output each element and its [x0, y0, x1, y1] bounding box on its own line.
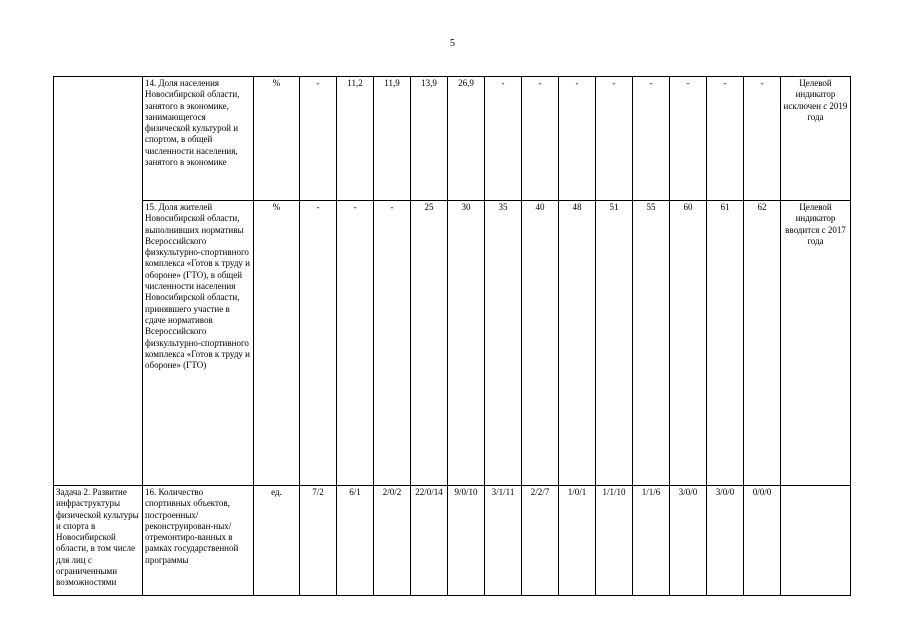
value-cell: -: [485, 77, 522, 201]
note-cell: [781, 486, 851, 596]
value-cell: -: [596, 77, 633, 201]
value-cell: 11,2: [337, 77, 374, 201]
unit-cell: %: [254, 77, 300, 201]
table-row: [54, 201, 851, 486]
value-cell: -: [744, 77, 781, 201]
value-cell: 9/0/10: [448, 486, 485, 596]
value-cell: -: [337, 201, 374, 486]
value-cell: 1/1/6: [633, 486, 670, 596]
value-cell: -: [670, 77, 707, 201]
value-cell: 60: [670, 201, 707, 486]
value-cell: 3/0/0: [670, 486, 707, 596]
value-cell: 0/0/0: [744, 486, 781, 596]
page-number: 5: [450, 38, 455, 49]
value-cell: 26,9: [448, 77, 485, 201]
value-cell: 3/1/11: [485, 486, 522, 596]
value-cell: 48: [559, 201, 596, 486]
value-cell: 40: [522, 201, 559, 486]
indicator-cell: 16. Количество спортивных объектов, построенных/ реконструирован-ных/отремонтиро-ванных в рамках государственной программы: [143, 486, 254, 596]
unit-cell: %: [254, 201, 300, 486]
value-cell: 25: [411, 201, 448, 486]
value-cell: 11,9: [374, 77, 411, 201]
value-cell: 61: [707, 201, 744, 486]
value-cell: 51: [596, 201, 633, 486]
value-cell: 1/0/1: [559, 486, 596, 596]
value-cell: -: [374, 201, 411, 486]
value-cell: -: [522, 77, 559, 201]
task-cell: Задача 2. Развитие инфраструктуры физической культуры и спорта в Новосибирской области, в том числе для лиц с ограниченными возможностями: [54, 486, 143, 596]
value-cell: -: [300, 77, 337, 201]
value-cell: 13,9: [411, 77, 448, 201]
value-cell: 7/2: [300, 486, 337, 596]
indicators-table: [53, 76, 851, 596]
table-row: [54, 77, 851, 201]
value-cell: -: [633, 77, 670, 201]
indicator-cell: 14. Доля населения Новосибирской области, занятого в экономике, занимающегося физической культурой и спортом, в общей численности населения, занятого в экономике: [143, 77, 254, 201]
value-cell: 2/2/7: [522, 486, 559, 596]
value-cell: 30: [448, 201, 485, 486]
note-cell: Целевой индикатор исключен с 2019 года: [781, 77, 851, 201]
task-cell: [54, 77, 143, 486]
value-cell: 62: [744, 201, 781, 486]
indicator-cell: 15. Доля жителей Новосибирской области, выполнивших нормативы Всероссийского физкультурно-спортивного комплекса «Готов к труду и обороне» (ГТО), в общей численности населения Новосибирской области, принявшего участие в сдаче нормативов Всероссийского физкультурно-спортивного комплекса «Готов к труду и обороне» (ГТО): [143, 201, 254, 486]
value-cell: 1/1/10: [596, 486, 633, 596]
table-row: [54, 486, 851, 596]
value-cell: -: [300, 201, 337, 486]
value-cell: 3/0/0: [707, 486, 744, 596]
value-cell: 2/0/2: [374, 486, 411, 596]
note-cell: Целевой индикатор вводится с 2017 года: [781, 201, 851, 486]
value-cell: -: [559, 77, 596, 201]
value-cell: 22/0/14: [411, 486, 448, 596]
unit-cell: ед.: [254, 486, 300, 596]
value-cell: 6/1: [337, 486, 374, 596]
value-cell: 35: [485, 201, 522, 486]
value-cell: 55: [633, 201, 670, 486]
value-cell: -: [707, 77, 744, 201]
